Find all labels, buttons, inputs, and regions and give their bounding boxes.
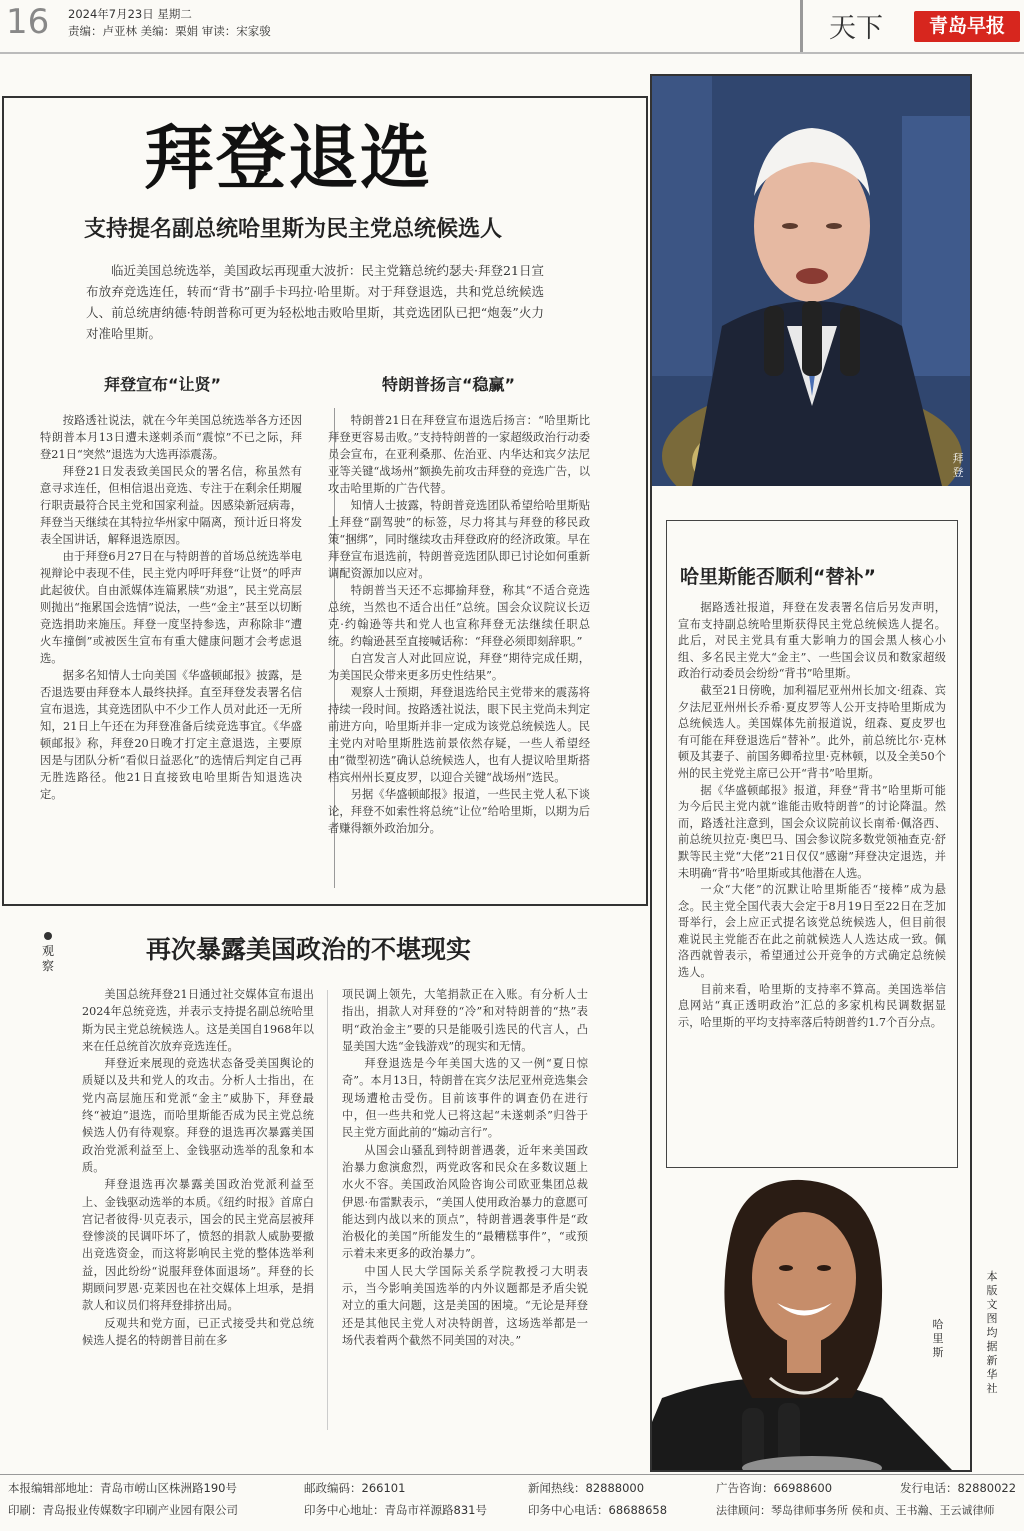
subheadline: 支持提名副总统哈里斯为民主党总统候选人	[84, 217, 503, 242]
left-article-heading: 拜登宣布“让贤”	[104, 375, 222, 394]
newspaper-logo: 青岛早报	[914, 11, 1020, 42]
paragraph: 白宫发言人对此回应说，拜登“期待完成任期，为美国民众带来更多历史性结果”。	[328, 652, 590, 682]
right-article-heading: 特朗普扬言“稳赢”	[382, 375, 516, 394]
footer-printer: 印刷：青岛报业传媒数字印刷产业园有限公司	[8, 1503, 238, 1517]
observation-column-2	[342, 986, 588, 1349]
right-article-body	[328, 412, 590, 837]
paragraph: 知情人士披露，特朗普竞选团队希望给哈里斯贴上拜登“副驾驶”的标签，尽力将其与拜登的移民政策“捆绑”，同时继续攻击拜登政府的经济政策。早在拜登宣布退选前，特朗普竞选团队即已讨论如何重新调配资源加以应对。	[328, 499, 590, 580]
editor-credits: 责编：卢亚林 美编：栗娟 审读：宋家骏	[68, 24, 271, 38]
footer-hotline: 新闻热线：82888000	[528, 1481, 645, 1495]
issue-meta	[68, 6, 271, 40]
source-credit: 本版文图均据新华社	[986, 1270, 998, 1395]
paragraph: 据路透社报道，拜登在发表署名信后另发声明，宣布支持副总统哈里斯获得民主党总统候选人提名。此后，对民主党具有重大影响力的国会黑人核心小组、多名民主党大“金主”、一些国会议员和数家超级政治行动委员会纷纷“背书”哈里斯。	[678, 601, 946, 681]
paragraph: 中国人民大学国际关系学院教授刁大明表示，当今影响美国选举的内外议题都是矛盾尖锐对立的重大问题，这是美国的困境。“无论是拜登还是其他民主党人对决特朗普，这场选举都是一场代表着两个截然不同美国的对决。”	[342, 1264, 588, 1347]
sidebar-heading: 哈里斯能否顺利“替补”	[680, 566, 876, 588]
section-tab	[800, 0, 898, 52]
paragraph: 据《华盛顿邮报》报道，拜登“背书”哈里斯可能为今后民主党内就“谁能击败特朗普”的讨论降温。然而，路透社注意到，国会众议院前议长南希·佩洛西、前总统贝拉克·奥巴马、国会参议院多数党领袖查克·舒默等民主党“大佬”21日仅仅“感谢”拜登决定退选，并未明确“背书”哈里斯或其他潜在人选。	[678, 783, 946, 880]
biden-photo	[652, 76, 970, 486]
paragraph: 拜登退选再次暴露美国政治党派利益至上、金钱驱动选举的本质。《纽约时报》首席白宫记者彼得·贝克表示，国会的民主党高层被拜登惨淡的民调吓坏了，愤怒的捐款人威胁要撤出竞选资金，而这将影响民主党的整体选举利益，因此纷纷“说服拜登体面退场”。拜登的长期顾问罗恩·克莱因也在社交媒体上坦承，是捐款人和议员们将拜登排挤出局。	[82, 1178, 314, 1313]
left-article-body	[40, 412, 302, 803]
column-divider	[327, 990, 328, 1430]
lead-intro: 临近美国总统选举，美国政坛再现重大波折：民主党籍总统约瑟夫·拜登21日宣布放弃竞选连任，转而“背书”副手卡玛拉·哈里斯。对于拜登退选，共和党总统候选人、前总统唐纳德·特朗普称可更为轻松地击败哈里斯，其竞选团队已把“炮轰”火力对准哈里斯。	[86, 263, 544, 341]
footer-address: 本报编辑部地址：青岛市崂山区株洲路190号	[8, 1481, 237, 1495]
paragraph: 观察人士预期，拜登退选给民主党带来的震荡将持续一段时间。按路透社说法，眼下民主党尚未判定前进方向，哈里斯并非一定成为该党总统候选人。民主党内对哈里斯胜选前景依然存疑，一些人希望经由“微型初选”确认总统候选人，也有人提议哈里斯搭档宾州州长夏皮罗，以迎合关键“战场州”选民。	[328, 686, 590, 784]
footer-print-address: 印务中心地址：青岛市祥源路831号	[304, 1503, 487, 1517]
issue-date: 2024年7月23日 星期二	[68, 7, 192, 21]
footer-print-phone: 印务中心电话：68688658	[528, 1503, 668, 1517]
header-divider	[0, 52, 1024, 54]
paragraph: 拜登近来展现的竞选状态备受美国舆论的质疑以及共和党人的攻击。分析人士指出，在党内高层施压和党派“金主”威胁下，拜登最终“被迫”退选，而哈里斯能否成为民主党总统候选人仍有待观察。拜登的退选再次暴露美国政治党派利益至上、金钱驱动选举的乱象和本质。	[82, 1057, 314, 1174]
harris-photo-illustration	[652, 1168, 970, 1470]
paragraph: 特朗普当天还不忘揶揄拜登，称其“不适合竞选总统，当然也不适合出任”总统。国会众议院议长迈克·约翰逊等共和党人也宣称拜登无法继续任职总统。约翰逊甚至直接喊话称：“拜登必须即刻辞职。”	[328, 584, 590, 648]
section-name: 天下	[829, 13, 883, 44]
paragraph: 项民调上领先，大笔捐款正在入账。有分析人士指出，捐款人对拜登的“冷”和对特朗普的“热”表明“政治金主”要的只是能吸引选民的代言人，凸显美国大选“金钱游戏”的现实和无情。	[342, 988, 588, 1053]
headline: 拜登退选	[144, 117, 432, 199]
paragraph: 拜登退选是今年美国大选的又一例“夏日惊奇”。本月13日，特朗普在宾夕法尼亚州竞选集会现场遭枪击受伤。目前该事件的调查仍在进行中，但一些共和党人已将这起“未遂刺杀”归咎于民主党方面此前的“煽动言行”。	[342, 1057, 588, 1140]
footer-legal-counsel: 法律顾问：琴岛律师事务所 侯和贞、王书瀚、王云诚律师	[716, 1504, 995, 1517]
observation-label: 观察	[41, 944, 54, 973]
paragraph: 一众“大佬”的沉默让哈里斯能否“接棒”成为悬念。民主党全国代表大会定于8月19日至22日在芝加哥举行，会上应正式提名该党总统候选人，但目前很难说民主党能否在此之前就候选人人选达成一致。佩洛西就曾表示，希望通过公开竞争的方式确定总统候选人。	[678, 883, 946, 980]
page-number: 16	[6, 2, 50, 42]
observation-bullet	[44, 932, 52, 940]
biden-caption: 拜登	[952, 452, 964, 479]
paragraph: 另据《华盛顿邮报》报道，一些民主党人私下谈论，拜登不如索性将总统“让位”给哈里斯，以期为后者赚得额外政治加分。	[328, 788, 590, 835]
footer-divider	[0, 1474, 1024, 1475]
harris-photo	[652, 1168, 970, 1470]
harris-caption: 哈里斯	[932, 1318, 944, 1359]
observation-column-1	[82, 986, 314, 1349]
footer-distribution: 发行电话：82880022	[900, 1481, 1017, 1495]
paragraph: 按路透社说法，就在今年美国总统选举各方还因特朗普本月13日遭未遂刺杀而“震惊”不已之际，拜登21日“突然”退选为大选再添震荡。	[40, 414, 302, 461]
footer-ad-contact: 广告咨询：66988600	[716, 1481, 833, 1495]
paragraph: 拜登21日发表致美国民众的署名信，称虽然有意寻求连任，但相信退出竞选、专注于在剩余任期履行职责最符合民主党和国家利益。因感染新冠病毒，拜登当天继续在其特拉华州家中隔离，预计近日将发表全国讲话，解释退选原因。	[40, 465, 302, 546]
paragraph: 目前来看，哈里斯的支持率不算高。美国选举信息网站“真正透明政治”汇总的多家机构民调数据显示，哈里斯的平均支持率落后特朗普约1.7个百分点。	[678, 982, 946, 1029]
paragraph: 美国总统拜登21日通过社交媒体宣布退出2024年总统竞选，并表示支持提名副总统哈里斯为民主党总统候选人。这是美国自1968年以来在任总统首次放弃竞选连任。	[82, 988, 314, 1053]
observation-title: 再次暴露美国政治的不堪现实	[146, 935, 472, 964]
paragraph: 反观共和党方面，已正式接受共和党总统候选人提名的特朗普目前在多	[82, 1316, 314, 1347]
paragraph: 据多名知情人士向美国《华盛顿邮报》披露，是否退选要由拜登本人最终抉择。直至拜登发表署名信宣布退选，其竞选团队中不少工作人员对此还一无所知，21日上午还在为拜登准备后续竞选事宜。《华盛顿邮报》称，拜登20日晚才打定主意退选，主要原因是与团队分析“看似日益恶化”的选情后判定自己再无胜选路径。他21日直接致电哈里斯告知退选决定。	[40, 669, 302, 801]
paragraph: 由于拜登6月27日在与特朗普的首场总统选举电视辩论中表现不佳，民主党内呼吁拜登“让贤”的呼声此起彼伏。自由派媒体连篇累牍“劝退”，民主党高层则抛出“拖累国会选情”说法，一些“金主”甚至以切断竞选捐助来施压。拜登一度坚持参选，声称除非“遭火车撞倒”或被医生宣布有重大健康问题才会考虑退选。	[40, 550, 302, 665]
paragraph: 从国会山骚乱到特朗普遇袭，近年来美国政治暴力愈演愈烈，两党政客和民众在多数议题上水火不容。美国政治风险咨询公司欧亚集团总裁伊恩·布雷默表示，“美国人使用政治暴力的意愿可能达到内战以来的顶点”，特朗普遇袭事件是“政治极化的美国”所能发生的“最糟糕事件”，“或预示着未来更多的政治暴力”。	[342, 1143, 588, 1261]
paragraph: 特朗普21日在拜登宣布退选后扬言：“哈里斯比拜登更容易击败。”支持特朗普的一家超级政治行动委员会宣布，在亚利桑那、佐治亚、内华达和宾夕法尼亚等关键“战场州”额换先前攻击拜登的竞选广告，以攻击哈里斯的广告代替。	[328, 414, 590, 495]
paragraph: 截至21日傍晚，加利福尼亚州州长加文·纽森、宾夕法尼亚州州长乔希·夏皮罗等人公开支持哈里斯成为总统候选人。美国媒体先前报道说，纽森、夏皮罗也有可能在拜登退选后“替补”。此外，前总统比尔·克林顿及其妻子、前国务卿希拉里·克林顿，以及全美50个州的民主党党主席已公开“背书”哈里斯。	[678, 683, 946, 780]
sidebar-article-body	[678, 600, 946, 1031]
biden-photo-illustration	[652, 76, 970, 486]
footer-postcode: 邮政编码：266101	[304, 1481, 406, 1495]
